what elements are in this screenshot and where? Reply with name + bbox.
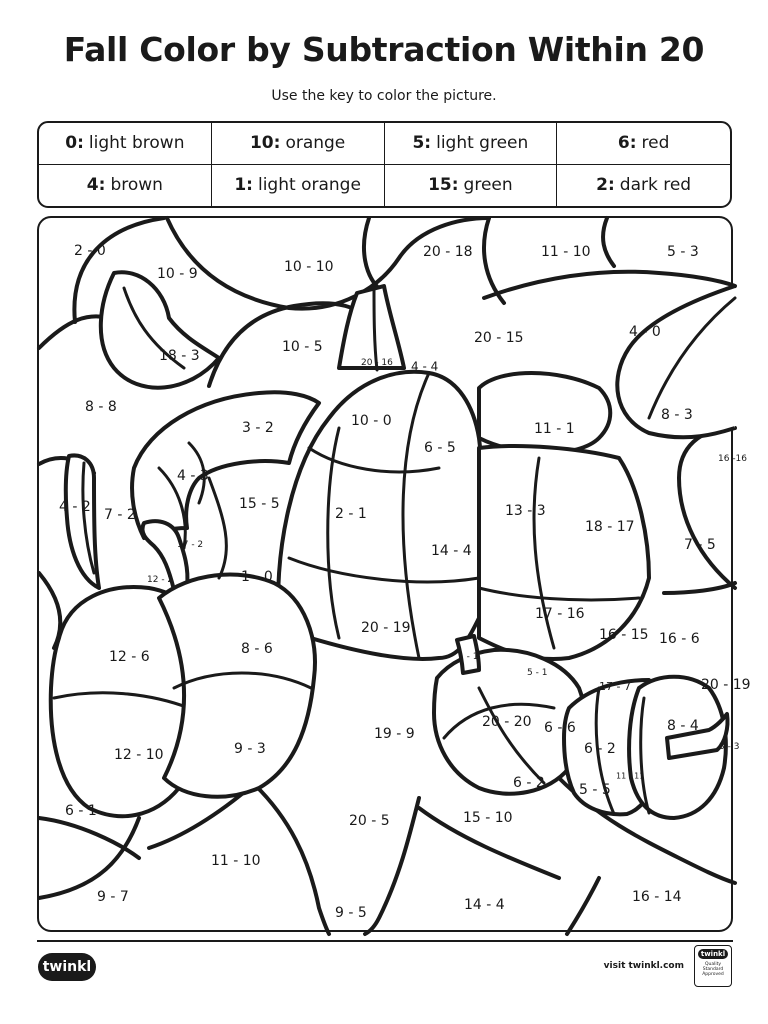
problem-label: 5 - 3 [667, 244, 699, 261]
problem-label: 14 - 4 [431, 543, 472, 560]
problem-label: 8 - 3 [661, 407, 693, 424]
key-cell: 10: orange [212, 123, 385, 165]
problem-label: 14 - 4 [464, 897, 505, 914]
footer-divider [37, 940, 733, 942]
problem-label: 9 - 3 [234, 741, 266, 758]
twinkl-logo: twinkl [38, 953, 96, 981]
problem-labels [39, 218, 751, 934]
problem-label: 19 - 9 [374, 726, 415, 743]
problem-label: 20 - 16 [361, 358, 393, 369]
problem-label: 2 - 0 [74, 243, 106, 260]
problem-label: 16 -16 [718, 454, 748, 465]
key-cell: 6: red [557, 123, 730, 165]
key-cell: 15: green [385, 165, 558, 207]
problem-label: 2 - 1 [335, 506, 367, 523]
problem-label: 10 - 9 [157, 266, 198, 283]
problem-label: 20 - 5 [349, 813, 390, 830]
problem-label: 16 - 15 [599, 627, 649, 644]
problem-label: 4 - 4 [411, 359, 439, 374]
problem-label: 11 - 10 [541, 244, 591, 261]
problem-label: 20 - 18 [423, 244, 473, 261]
problem-label: 11 - 10 [211, 853, 261, 870]
key-cell: 5: light green [385, 123, 558, 165]
problem-label: 4 - 0 [629, 324, 661, 341]
problem-label: 20 - 19 [701, 677, 751, 694]
problem-label: 20 - 15 [474, 330, 524, 347]
problem-label: 16 - 14 [632, 889, 682, 906]
problem-label: 17 - 16 [535, 606, 585, 623]
problem-label: 1 - 0 [241, 569, 273, 586]
problem-label: 11 - 11 [616, 771, 645, 781]
worksheet-title: Fall Color by Subtraction Within 20 [63, 30, 705, 69]
problem-label: 12 - 10 [114, 747, 164, 764]
visit-link[interactable]: visit twinkl.com [603, 961, 684, 971]
problem-label: 13 - 3 [505, 503, 546, 520]
problem-label: 6 - 2 [513, 775, 545, 792]
problem-label: 10 - 5 [282, 339, 323, 356]
worksheet-instructions: Use the key to color the picture. [271, 88, 497, 104]
problem-label: 4 - 3 [177, 468, 209, 485]
problem-label: 17 - 7 [599, 679, 631, 693]
problem-label: 3 - 3 [719, 742, 740, 753]
problem-label: 18 - 3 [159, 348, 200, 365]
badge-logo: twinkl [698, 949, 728, 959]
problem-label: 12 - 6 [109, 649, 150, 666]
key-cell: 0: light brown [39, 123, 212, 165]
problem-label: 6 - 1 [65, 803, 97, 820]
coloring-picture [37, 216, 751, 932]
problem-label: 8 - 4 [667, 718, 699, 735]
problem-label: 9 - 7 [97, 889, 129, 906]
problem-label: 12 - 2 [147, 575, 174, 586]
problem-label: 7 - 2 [104, 507, 136, 524]
problem-label: 10 - 0 [351, 413, 392, 430]
problem-label: 3 - 2 [242, 420, 274, 437]
problem-label: 9 - 5 [335, 905, 367, 922]
problem-label: 11 - 1 [534, 421, 575, 438]
problem-label: 20 - 19 [361, 620, 411, 637]
problem-label: 17 - 2 [177, 540, 204, 551]
quality-badge [694, 945, 732, 987]
problem-label: 4 - 2 [59, 499, 91, 516]
problem-label: 7 - 5 [684, 537, 716, 554]
badge-text: Quality Standard Approved [702, 962, 724, 977]
key-cell: 2: dark red [596, 175, 692, 196]
problem-label: 6 - 6 [544, 720, 576, 737]
key-cell: 1: light orange [212, 165, 385, 207]
problem-label: 15 - 10 [463, 810, 513, 827]
problem-label: 6 - 5 [424, 440, 456, 457]
problem-label: 1 - 1 [458, 652, 479, 663]
problem-label: 8 - 8 [85, 399, 117, 416]
problem-label: 16 - 6 [659, 631, 700, 648]
problem-label: 18 - 17 [585, 519, 635, 536]
problem-label: 15 - 5 [239, 496, 280, 513]
problem-label: 10 - 10 [284, 259, 334, 276]
problem-label: 20 - 20 [482, 714, 532, 731]
problem-label: 5 - 5 [579, 782, 611, 799]
problem-label: 6 - 2 [584, 741, 616, 758]
problem-label: 5 - 1 [527, 668, 548, 679]
problem-label: 8 - 6 [241, 641, 273, 658]
color-key-table [37, 121, 732, 208]
key-cell: 4: brown [39, 165, 212, 207]
